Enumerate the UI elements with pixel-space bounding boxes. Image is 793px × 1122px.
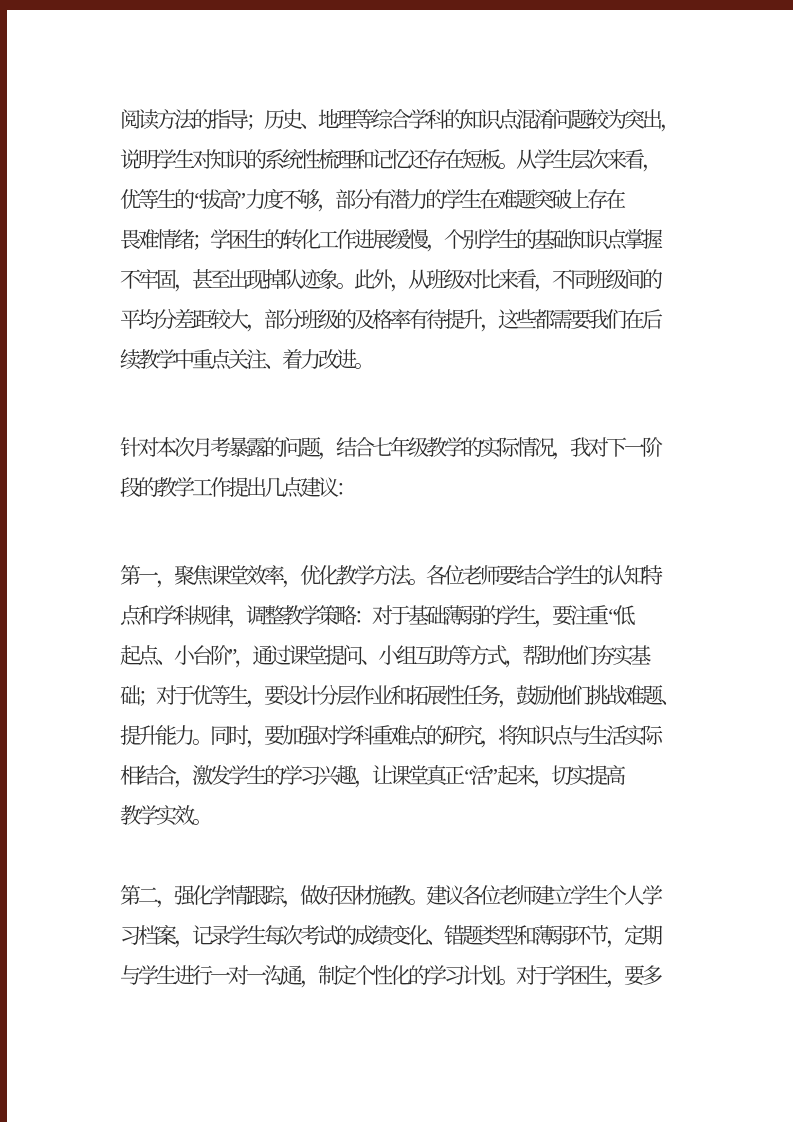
paragraph-exam-analysis — [120, 100, 680, 380]
text-line: 第二，强化学情跟踪，做好因材施教。建议各位老师建立学生个人学 — [120, 884, 660, 908]
text-line: 优等生的 “拔高” 力度不够，部分有潜力的学生在难题突破上存在 — [120, 188, 624, 212]
text-line: 阅读方法的指导；历史、地理等综合学科的知识点混淆问题较为突出， — [120, 108, 678, 132]
text-line: 针对本次月考暴露的问题，结合七年级教学的实际情况，我对下一阶 — [120, 436, 660, 460]
text-line: 教学实效。 — [120, 804, 210, 828]
text-line: 提升能力。同时，要加强对学科重难点的研究，将知识点与生活实际 — [120, 724, 660, 748]
paragraph-suggestions-intro — [120, 428, 680, 508]
text-line: 第一，聚焦课堂效率，优化教学方法。各位老师要结合学生的认知特 — [120, 564, 660, 588]
text-line: 习档案，记录学生每次考试的成绩变化、错题类型和薄弱环节，定期 — [120, 924, 660, 948]
paragraph-suggestion-one — [120, 556, 680, 836]
page-top-border — [0, 0, 793, 10]
text-line: 与学生进行一对一沟通，制定个性化的学习计划。对于学困生，要多 — [120, 964, 660, 988]
document-content — [120, 100, 680, 996]
text-line: 不牢固，甚至出现掉队迹象。此外，从班级对比来看，不同班级间的 — [120, 268, 660, 292]
text-line: 续教学中重点关注、着力改进。 — [120, 348, 372, 372]
paragraph-suggestion-two — [120, 876, 680, 996]
text-line: 段的教学工作提出几点建议： — [120, 476, 354, 500]
text-line: 础；对于优等生，要设计分层作业和拓展性任务，鼓励他们挑战难题、 — [120, 684, 678, 708]
text-line: 相结合，激发学生的学习兴趣，让课堂真正 “活” 起来，切实提高 — [120, 764, 624, 788]
text-line: 平均分差距较大，部分班级的及格率有待提升，这些都需要我们在后 — [120, 308, 660, 332]
text-line: 说明学生对知识的系统性梳理和记忆还存在短板。从学生层次来看， — [120, 148, 660, 172]
text-line: 点和学科规律，调整教学策略：对于基础薄弱的学生，要注重 “低 — [120, 604, 633, 628]
page-left-border — [0, 0, 7, 1122]
text-line: 起点、小台阶”，通过课堂提问、小组互助等方式，帮助他们夯实基 — [120, 644, 649, 668]
text-line: 畏难情绪；学困生的转化工作进展缓慢，个别学生的基础知识点掌握 — [120, 228, 660, 252]
